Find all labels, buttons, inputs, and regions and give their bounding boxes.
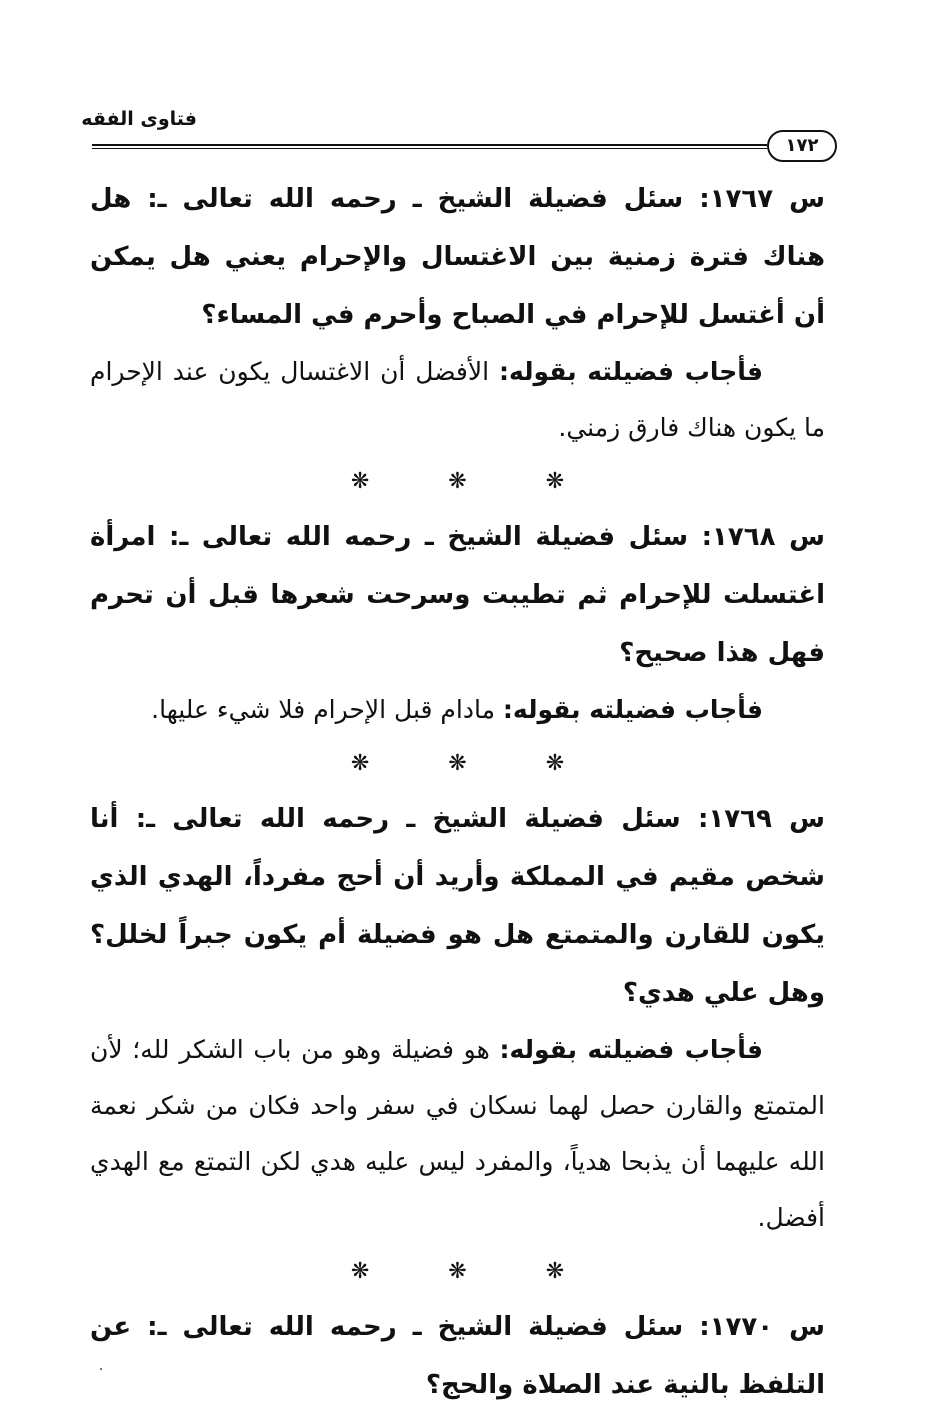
question-1769 (90, 790, 825, 1022)
question-number: س ١٧٦٧: (699, 184, 825, 214)
scan-speck (100, 1368, 102, 1370)
answer-text: مادام قبل الإحرام فلا شيء عليها. (151, 695, 495, 724)
answer-label: فأجاب فضيلته بقوله: (498, 357, 763, 386)
header-rule (92, 144, 767, 149)
question-number: س ١٧٧٠: (699, 1312, 825, 1342)
question-text: سئل فضيلة الشيخ ـ رحمه الله تعالى ـ: أنا شخص مقيم في المملكة وأريد أن أحج مفرداً، الهدي الذي يكون للقارن والمتمتع هل هو فضيلة أم يكون جبراً لخلل؟ وهل علي هدي؟ (90, 804, 825, 1008)
question-number: س ١٧٦٩: (697, 804, 825, 834)
question-1770 (90, 1298, 825, 1414)
page-header (81, 100, 837, 160)
question-1767 (90, 170, 825, 344)
answer-label: فأجاب فضيلته بقوله: (499, 1035, 763, 1064)
page-body (90, 170, 825, 1414)
question-1768 (90, 508, 825, 682)
answer-text: هو فضيلة وهو من باب الشكر لله؛ لأن المتمتع والقارن حصل لهما نسكان في سفر واحد فكان من شكر نعمة الله عليهما أن يذبحا هدياً، والمفرد ليس عليه هدي لكن التمتع مع الهدي أفضل. (90, 1035, 825, 1232)
answer-1769 (90, 1022, 825, 1246)
section-separator: ❋ ❋ ❋ (350, 751, 601, 776)
answer-label: فأجاب فضيلته بقوله: (502, 695, 763, 724)
answer-1768 (90, 682, 825, 738)
page-number: ١٧٢ (767, 130, 837, 162)
book-title: فتاوى الفقه (81, 108, 197, 130)
question-number: س ١٧٦٨: (701, 522, 825, 552)
answer-text: الأفضل أن الاغتسال يكون عند الإحرام ما يكون هناك فارق زمني. (90, 357, 825, 442)
question-text: سئل فضيلة الشيخ ـ رحمه الله تعالى ـ: هل هناك فترة زمنية بين الاغتسال والإحرام يعني هل يمكن أن أغتسل للإحرام في الصباح وأحرم في المساء؟ (90, 184, 825, 330)
answer-1767 (90, 344, 825, 456)
section-separator: ❋ ❋ ❋ (350, 1259, 601, 1284)
question-text: سئل فضيلة الشيخ ـ رحمه الله تعالى ـ: امرأة اغتسلت للإحرام ثم تطيبت وسرحت شعرها قبل أن تحرم فهل هذا صحيح؟ (90, 522, 825, 668)
section-separator: ❋ ❋ ❋ (350, 469, 601, 494)
question-text: سئل فضيلة الشيخ ـ رحمه الله تعالى ـ: عن التلفظ بالنية عند الصلاة والحج؟ (90, 1312, 825, 1400)
